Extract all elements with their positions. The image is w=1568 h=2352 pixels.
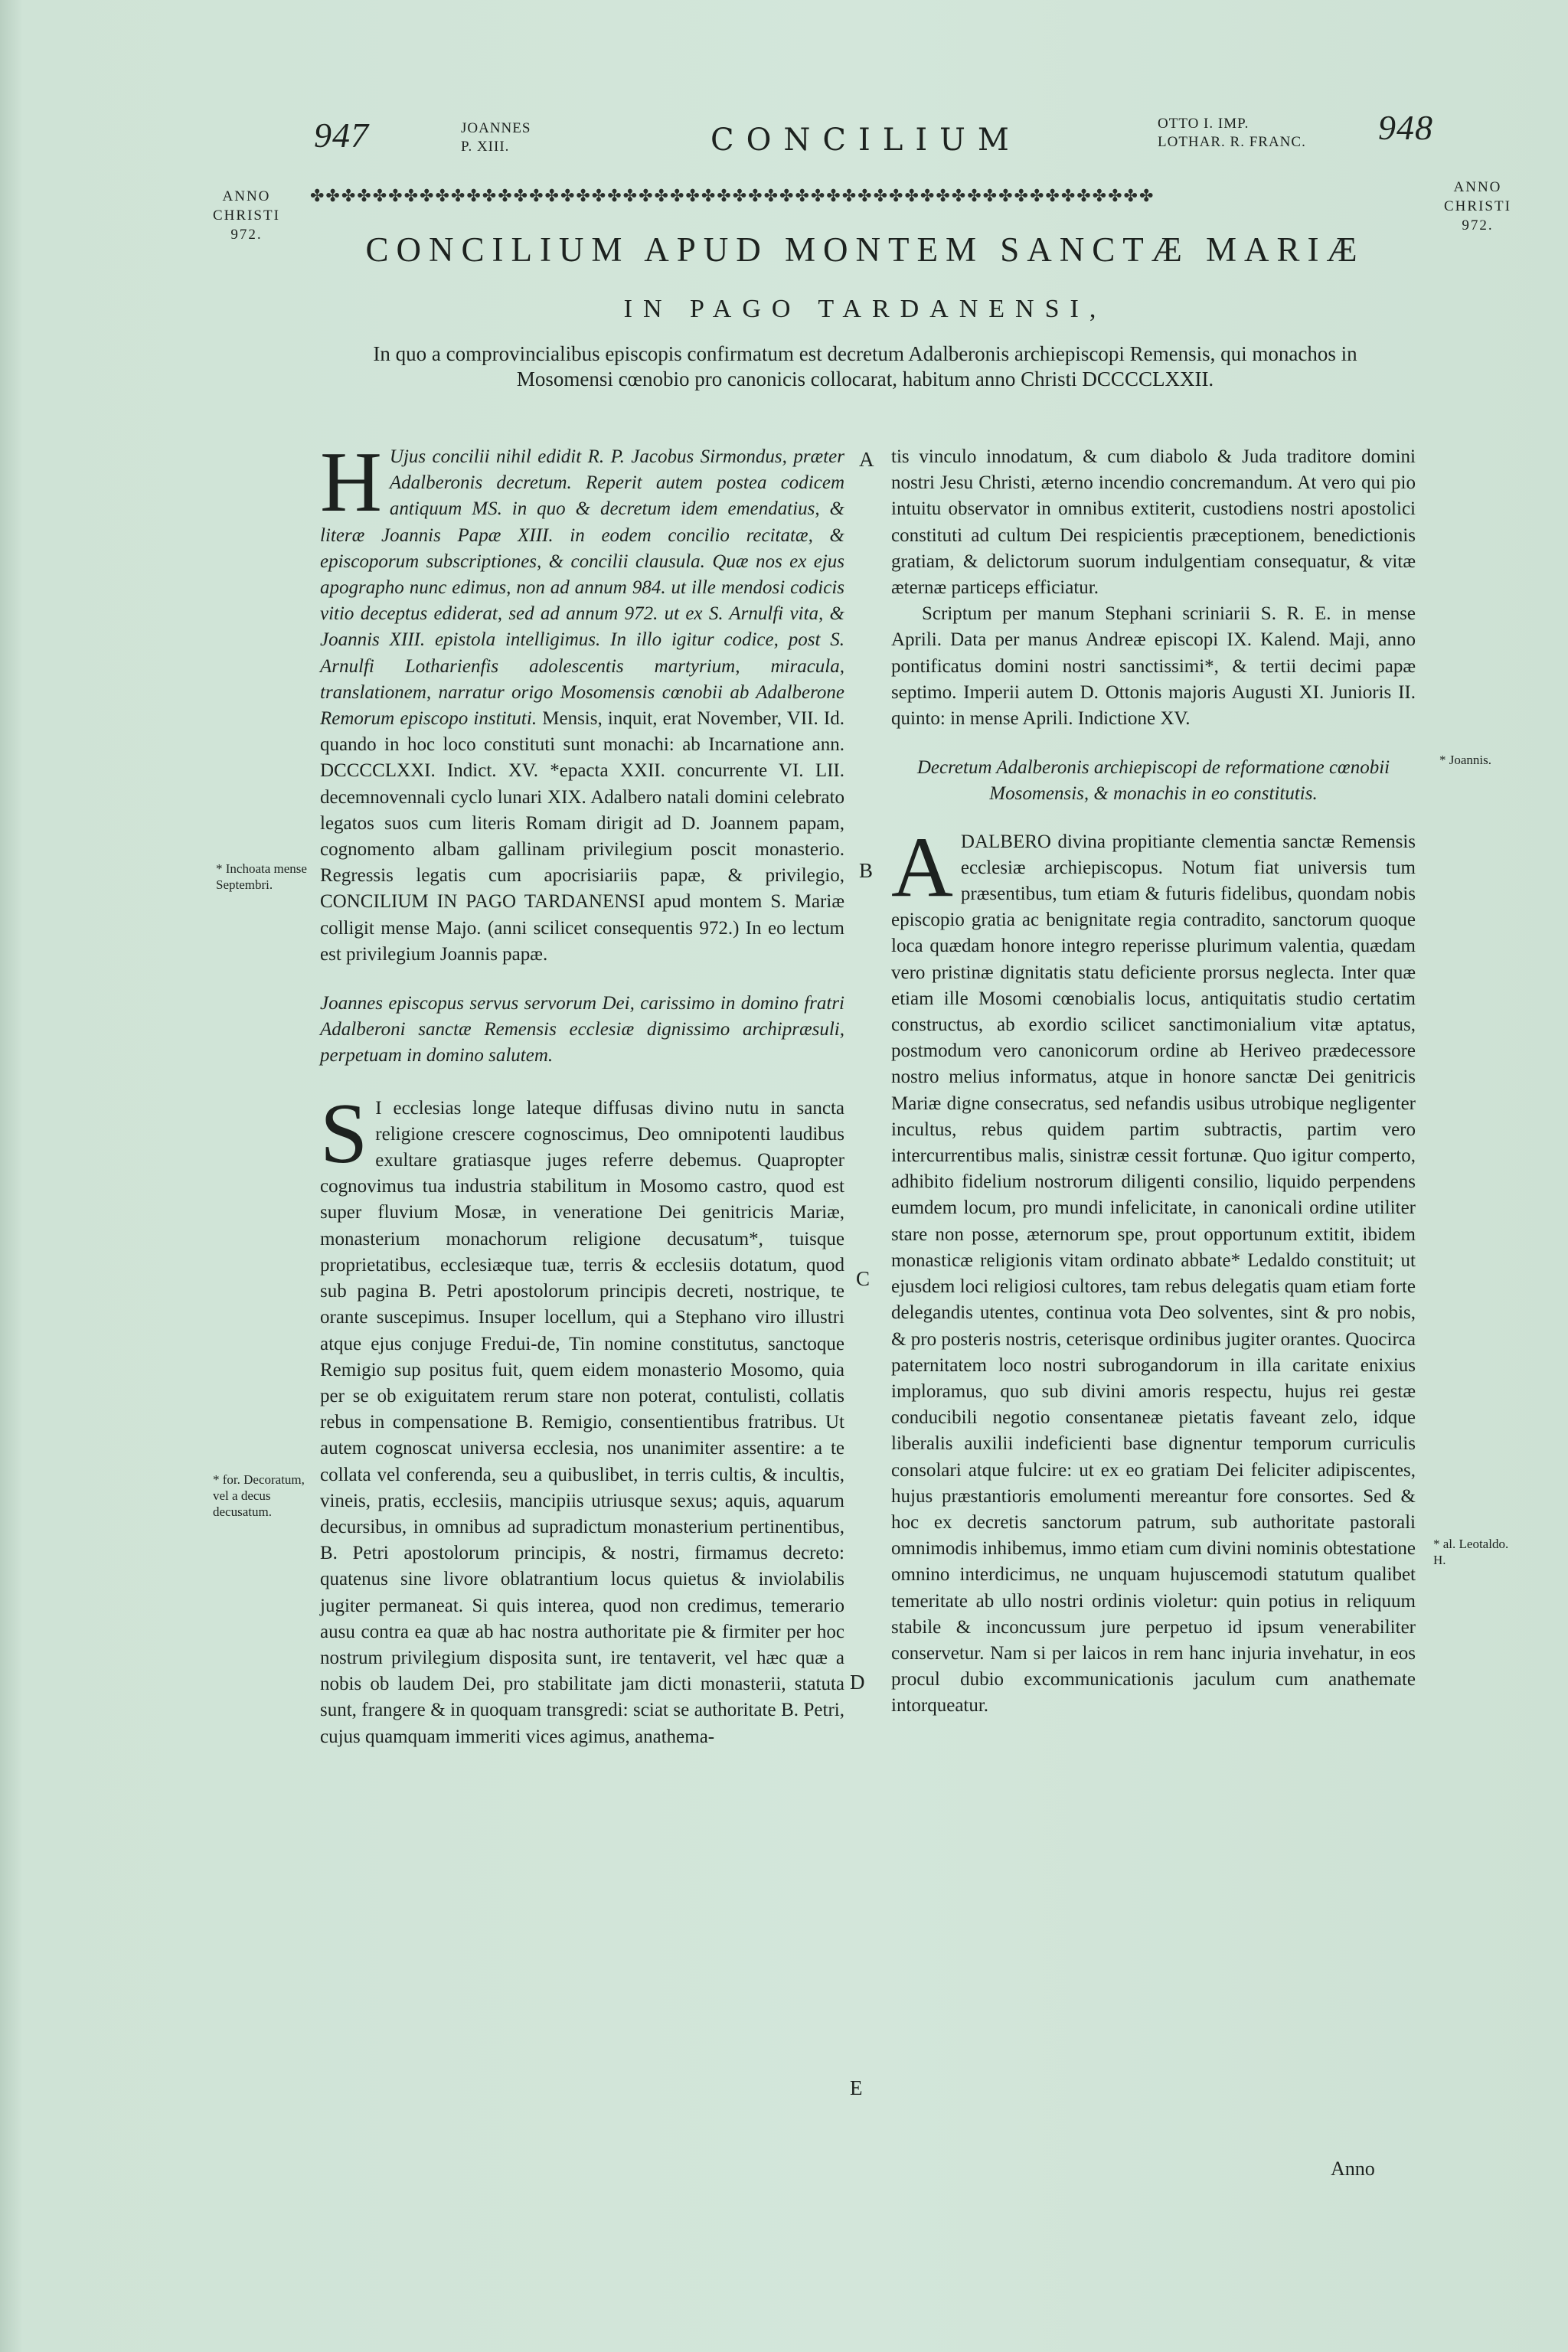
left-column (320, 435, 844, 1750)
commentary-roman: Mensis, inquit, erat November, VII. Id. quando in hoc loco constituti sunt monachi: ab Incarnatione ann. DCCCCLXXI. Indict. XV. *epacta XXII. concurrente VI. LII. decemnovennali cyclo lunari XIX. Adalbero natali domini celebrato legatos suos cum literis Romam dirigit ad D. Joannem papam, cognomento albam gallinam privilegium poscit monasterio. Regressis legatis cum apocrisiariis papæ, & privilegio, CONCILIUM IN PAGO TARDANENSI apud montem S. Mariæ colligit mense Majo. (anni scilicet consequentis 972.) In eo lectum est privilegium Joannis papæ. (320, 708, 844, 965)
anno-right-1: ANNO (1453, 179, 1502, 195)
anno-right-2: CHRISTI (1444, 198, 1511, 214)
anno-christi-right (1444, 178, 1511, 235)
ornament-rule: ✤✤✤✤✤✤✤✤✤✤✤✤✤✤✤✤✤✤✤✤✤✤✤✤✤✤✤✤✤✤✤✤✤✤✤✤✤✤✤✤✤✤✤✤✤✤✤✤✤✤✤✤✤✤ (310, 188, 1155, 205)
running-head-left-line1: JOANNES (461, 120, 531, 136)
section-letter-d: D (850, 1671, 865, 1694)
decree-heading: Decretum Adalberonis archiepiscopi de reformatione cœnobii Mosomensis, & monachis in eo constitutis. (916, 757, 1390, 805)
drop-cap-h: H (320, 435, 382, 530)
section-letter-a: A (859, 448, 874, 471)
running-head-right-line1: OTTO I. IMP. (1158, 116, 1250, 132)
anno-left-1: ANNO (222, 188, 271, 204)
commentary-paragraph (320, 435, 844, 968)
drop-cap-a: A (891, 819, 953, 915)
running-head-left-line2: P. XIII. (461, 139, 510, 155)
section-letter-e: E (850, 2076, 863, 2099)
drop-cap-s: S (320, 1086, 368, 1181)
papal-letter-paragraph (320, 1086, 844, 1750)
decree-text: DALBERO divina propitiante clementia sanctæ Remensis ecclesiæ archiepiscopus. Notum fiat universis tum præsentibus, tum etiam & futuris fidelibus, quondam nobis episcopio gratia ac benignitate regia contradito, sanctorum quoque loca quædam honore integro reperisse plurimum valentia, quædam vero pristinæ dignitatis statu deficiente prorsus neglecta. Inter quæ etiam ille Mosomi cœnobialis locus, antiquitatis studio certatim constructus, ab exordio scilicet sanctimonialium vitæ aptatus, postmodum vero canonicorum ordine ab Heriveo prædecessore nostro melius informatus, atque in honore sanctæ Dei genitricis Mariæ digne consecratus, sed nefandis usibus utrobique negligenter incultus, rebus quidem partim subtractis, partim vero intercurrentibus malis, sinistræ cessit fortunæ. Quo igitur comperto, adhibito fidelium nostrorum diligenti consilio, liquido perpendens eumdem locum, pro mundi infelicitate, in canonicali ordine utiliter stare non posse, æternorum spe, prout opportunum extitit, ibidem monasticæ religionis vitam ordinato abbate* Ledaldo constituit; ut ejusdem loci religiosi cultores, tam rebus delegatis quam etiam forte delegandis utentes, continua vota Deo solventes, sint & pro nobis, & pro posteris nostris, ceterisque ordinibus jugiter orantes. Quocirca paternitatem loco nostri subrogandorum in illa caritate enixius imploramus, quo sub divini amoris respectu, hujus rei gestæ conducibili negotio consentaneæ pietatis faveant zelo, idque liberalis auxilii indeficienti base dignentur temporum curriculis consolari atque fulcire: ut ex eo gratiam Dei feliciter adipiscentes, hujus præstantioris emolumenti mereantur fore consortes. Sed & hoc ex decretis sanctorum patrum, sub authoritate pastorali omnimodis inhibemus, immo etiam cum divini nominis obtestatione omnino interdicimus, ne unquam hujuscemodi statutum qualibet temeritate ab ullo nostri ordinis violetur: quin potius in reliquum stabile & inconcussum jure perpetuo id ipsum venerabiliter conservetur. Nam si per laicos in rem hanc injuria invehatur, in eos procul dubio excommunicationis jaculum cum anathemate intorqueatur. (891, 831, 1416, 1717)
page-number-left: 947 (314, 116, 369, 155)
catchword: Anno (1331, 2158, 1375, 2180)
section-letter-b: B (859, 859, 874, 882)
letter-conclusion: tis vinculo innodatum, & cum diabolo & Juda traditore domini nostri Jesu Christi, æterno incendio concremandum. At vero qui pio intuitu observator in omnibus extiterit, custodiens nostri apostolici constituti ad cultum Dei respicientis præceptionem, benedictionis gratiam, & delictorum suorum indulgentiam consequatur, & vitæ æternæ particeps efficiatur. (891, 446, 1416, 599)
letter-salutation: Joannes episcopus servus servorum Dei, carissimo in domino fratri Adalberoni sanctæ Remensis ecclesiæ dignissimo archipræsuli, perpetuam in domino salutem. (320, 993, 844, 1067)
running-title: CONCILIUM (710, 122, 1021, 158)
anno-right-3: 972. (1462, 217, 1494, 234)
council-summary: In quo a comprovincialibus episcopis confirmatum est decretum Adalberonis archiepiscopi Remensis, qui monachos in Mosomensi cœnobio pro canonicis collocarat, habitum anno Christi DCCCCLXXII. (373, 342, 1357, 390)
council-subtitle: IN PAGO TARDANENSI, (623, 295, 1107, 323)
right-column (891, 444, 1416, 1720)
anno-christi-left (213, 187, 280, 244)
council-title: CONCILIUM APUD MONTEM SANCTÆ MARIÆ (365, 230, 1365, 269)
section-letter-c: C (856, 1267, 871, 1290)
running-head-right (1158, 115, 1306, 152)
papal-letter-text: I ecclesias longe lateque diffusas divino nutu in sancta religione crescere cognoscimus, Deo omnipotenti laudibus exultare gratiasque juges referre debemus. Quapropter cognovimus tua industria stabilitum in Mosomo castro, quod est super fluvium Mosæ, in veneratione Dei genitricis Mariæ, monasterium monachorum religione decusatum*, tuisque proprietatibus, ecclesiæque tuæ, terris & ecclesiis dotatum, quod sub pagina B. Petri apostolorum principis decreti, nostrique, te orante suscepimus. Insuper locellum, qui a Stephano viro illustri atque ejus conjuge Fredui-de, Tin nomine constitutus, sanctoque Remigio sup positus fuit, quem eidem monasterio Mosomo, quia per se ob exiguitatem rerum stare non poterat, contulisti, collatis rebus in compensatione B. Remigio, consentientibus fratribus. Ut autem cognoscat universa ecclesia, nos unanimiter assentire: a te collata vel conferenda, seu a quibuslibet, in terris cultis, & incultis, vineis, pratis, ecclesiis, mancipiis utriusque sexus; aquis, aquarum decursibus, in omnibus ad supradictum monasterium pertinentibus, B. Petri apostolorum principis, & nostri, firmamus decreto: quatenus sine livore oblatrantium locus quietus & inviolabilis jugiter permaneat. Si quis interea, quod non credimus, temerario ausu contra ea quæ ab hac nostra authoritate pie & firmiter per hoc nostrum privilegium disposita sunt, ire tentaverit, vel hæc quæ a nobis ob laudem Dei, pro stabilitate jam dicti monasterii, statuta sunt, frangere & in quoquam transgredi: sciat se authoritate B. Petri, cujus quamquam immeriti vices agimus, anathema- (320, 1097, 844, 1747)
running-head-right-line2: LOTHAR. R. FRANC. (1158, 134, 1306, 150)
anno-left-2: CHRISTI (213, 207, 280, 224)
running-head-left (461, 119, 531, 156)
letter-dating-clause: Scriptum per manum Stephani scriniarii S. R. E. in mense Aprili. Data per manus Andreæ episcopi IX. Kalend. Maji, anno pontificatus domini nostri sanctissimi*, & tertii decimi papæ septimo. Imperii autem D. Ottonis majoris Augusti XI. Junioris II. quinto: in mense Aprili. Indictione XV. (891, 603, 1416, 730)
margin-note-2: * for. Decoratum, vel a decus decusatum. (213, 1472, 305, 1519)
commentary-italic: Ujus concilii nihil edidit R. P. Jacobus Sirmondus, præter Adalberonis decretum. Reperit autem postea codicem antiquum MS. in quo & decretum idem emendatius, & literæ Joannis Papæ XIII. in eodem concilio recitatæ, & episcoporum subscriptiones, & concilii clausula. Quæ nos ex ejus apographo nunc edimus, non ad annum 984. ut ille mendosi codicis vitio deceptus ediderat, sed ad annum 972. ut ex S. Arnulfi vita, & Joannis XIII. epistola intelligimus. In illo igitur codice, post S. Arnulfi Lotharienfis adolescentis martyrium, miracula, translationem, narratur origo Mosomensis cœnobii ab Adalberone Remorum episcopo instituti. (320, 446, 844, 730)
margin-note-3: * Joannis. (1439, 753, 1491, 767)
margin-note-1: * Inchoata mense Septembri. (216, 861, 307, 892)
decree-paragraph (891, 819, 1416, 1720)
page-number-right: 948 (1378, 108, 1433, 147)
anno-left-3: 972. (230, 227, 263, 243)
margin-note-4: * al. Leotaldo. H. (1433, 1537, 1509, 1567)
